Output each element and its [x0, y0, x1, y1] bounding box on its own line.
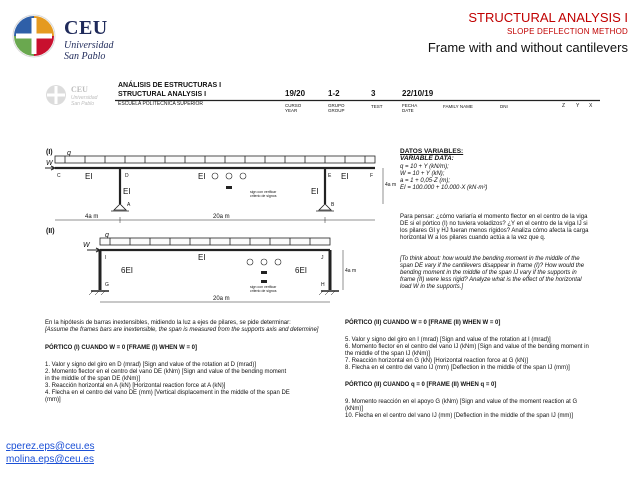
node-g-label: G	[105, 282, 109, 288]
think-text-en: [To think about: how would the bending moment in the middle of the span DE vary if the cantilevers disappear in frame (I)? How would the bending moment in the middle of the span IJ vary if the supports in frame (II) were less rigid? Analyze what is the effect of the horizontal load W in the supports.]	[400, 256, 585, 290]
w-label-frame-1: W	[46, 160, 53, 167]
variable-line-w: W = 10 + Y (kN);	[400, 171, 445, 177]
node-d-label: D	[125, 173, 129, 179]
question-4: 4. Flecha en el centro del vano DE (mm) [Vertical displacement in the middle of the span DE	[45, 390, 290, 396]
six-ei-label-right: 6EI	[295, 266, 308, 275]
ceu-logo	[12, 14, 162, 66]
logo-name: CEU	[64, 17, 108, 39]
span-4a-label: 4a m	[85, 214, 99, 220]
sheet-z-label: Z	[562, 103, 566, 109]
ceu-seal-icon	[12, 14, 56, 58]
question-7: 7. Reacción horizontal en G (kN) [Horizontal reaction force at G (kN)]	[345, 358, 529, 364]
variables-title-en: VARIABLE DATA:	[400, 155, 454, 162]
sheet-family-name-label: FAMILY NAME	[443, 104, 473, 109]
node-c-label: C	[57, 173, 61, 179]
frame-2-heading-w: PÓRTICO (II) CUANDO W = 0 [FRAME (II) WHEN W = 0]	[345, 320, 501, 326]
sign-note-2: sign con verificar criterio de signos	[250, 285, 277, 293]
question-1: 1. Valor y signo del giro en D (mrad) [Sign and value of the rotation at D (mrad)]	[45, 362, 256, 368]
question-6: 6. Momento flector en el centro del vano IJ (kNm) [Sign and value of the bending moment in	[345, 344, 589, 350]
sheet-group-label: GRUPO GROUP	[328, 103, 345, 113]
email-link-cperez[interactable]: cperez.eps@ceu.es	[6, 441, 95, 452]
exam-sheet	[45, 80, 637, 432]
sheet-title-en: STRUCTURAL ANALYSIS I	[118, 91, 207, 98]
logo-sub-1: Universidad	[64, 40, 114, 51]
node-h-label: H	[321, 282, 325, 288]
variable-line-ei: EI = 100.000 + 10.000·X (kN·m²)	[400, 185, 488, 191]
question-2: 2. Momento flector en el centro del vano DE (kNm) [Sign and value of the bending moment	[45, 369, 287, 375]
node-e-label: E	[328, 173, 332, 179]
sheet-logo-sub-2: San Pablo	[71, 101, 95, 107]
span-20a-label-frame-1: 20a m	[213, 214, 230, 220]
sheet-test: 3	[371, 89, 376, 98]
sheet-logo-name: CEU	[71, 85, 88, 94]
question-9: 9. Momento reacción en el apoyo G (kNm) [Sign and value of the moment reaction at G	[345, 399, 578, 405]
hypothesis-es: En la hipótesis de barras inextensibles, midiendo la luz a ejes de pilares, se pide determinar:	[45, 320, 291, 326]
sheet-logo-sub-1: Universidad	[71, 95, 98, 101]
sign-note-1: sign con verificar criterio de signos	[250, 190, 277, 198]
frame-1-label: (I)	[46, 149, 53, 156]
question-6-cont: the middle of the span IJ (kNm)]	[345, 351, 431, 357]
slide-title: STRUCTURAL ANALYSIS I	[468, 10, 628, 25]
variable-line-q: q = 10 + Y (kN/m);	[400, 164, 449, 170]
frames-diagram	[45, 140, 395, 310]
logo-sub-2: San Pablo	[64, 51, 106, 62]
height-4a-label-frame-1: 4a m	[385, 182, 397, 188]
contact-emails	[6, 440, 95, 466]
ei-label-column-ad: EI	[123, 187, 131, 196]
node-a-label: A	[127, 202, 131, 208]
sheet-x-label: X	[589, 103, 593, 109]
sheet-course-label: CURSO YEAR	[285, 103, 302, 113]
sheet-y-label: Y	[576, 103, 580, 109]
span-20a-label-frame-2: 20a m	[213, 296, 230, 302]
sheet-dni-label: DNI	[500, 104, 508, 109]
node-f-label: F	[370, 173, 374, 179]
w-label-frame-2: W	[83, 242, 90, 249]
sheet-date-label: FECHA DATE	[402, 103, 418, 113]
ei-label-cantilever-right: EI	[341, 172, 349, 181]
slide-topic: Frame with and without cantilevers	[427, 40, 628, 55]
sheet-school: ESCUELA POLITÉCNICA SUPERIOR	[118, 101, 204, 107]
frame-2-heading-q: PÓRTICO (II) CUANDO q = 0 [FRAME (II) WHEN q = 0]	[345, 382, 497, 388]
frame-2-label: (II)	[46, 228, 55, 235]
question-10: 10. Flecha en el centro del vano IJ (mm) [Deflection in the middle of the span IJ (mm)]	[345, 413, 574, 419]
node-b-label: B	[331, 202, 335, 208]
question-4-cont: (mm)]	[45, 397, 61, 403]
sheet-date: 22/10/19	[402, 89, 434, 98]
question-5: 5. Valor y signo del giro en I (mrad) [Sign and value of the rotation at I (mrad)]	[345, 337, 551, 343]
node-i-label: I	[105, 255, 107, 261]
ei-label-beam-ij: EI	[198, 253, 206, 262]
question-2-cont: in the middle of the span DE (kNm)]	[45, 376, 141, 382]
question-3: 3. Reacción horizontal en A (kN) [Horizontal reaction force at A (kN)]	[45, 383, 226, 389]
sheet-seal-icon	[45, 84, 67, 106]
frame-1-heading: PÓRTICO (I) CUANDO W = 0 [FRAME (I) WHEN W = 0]	[45, 345, 197, 351]
think-text-es: Para pensar: ¿cómo variaría el momento flector en el centro de la viga DE si el pórtico (I) no tuviera voladizos? ¿Y en el centro de la viga IJ si los pilares GI y HJ fueran menos rígidos? Analiza cómo afecta la carga horizontal W a los pilares cuando actúa a la vez que q.	[400, 214, 589, 241]
sheet-header-rule	[115, 99, 600, 103]
question-8: 8. Flecha en el centro del vano IJ (mm) [Deflection in the middle of the span IJ (mm)]	[345, 365, 570, 371]
variables-title-es: DATOS VARIABLES:	[400, 148, 464, 155]
email-link-molina[interactable]: molina.eps@ceu.es	[6, 454, 94, 465]
height-4a-label-frame-2: 4a m	[345, 268, 357, 274]
question-9-cont: (kNm)]	[345, 406, 363, 412]
q-label-frame-2: q	[105, 232, 109, 239]
ei-label-cantilever-left: EI	[85, 172, 93, 181]
variable-line-a: a = 1 + 0,05·Z (m);	[400, 178, 451, 184]
slide-subtitle: SLOPE DEFLECTION METHOD	[506, 27, 628, 36]
sheet-title-es: ANÁLISIS DE ESTRUCTURAS I	[118, 82, 222, 89]
ei-label-column-be: EI	[311, 187, 319, 196]
q-label-frame-1: q	[67, 150, 71, 157]
sheet-group: 1-2	[328, 89, 340, 98]
sheet-course: 19/20	[285, 89, 306, 98]
sign-convention-icon-1	[212, 173, 246, 189]
six-ei-label-left: 6EI	[121, 266, 134, 275]
ei-label-beam-de: EI	[198, 172, 206, 181]
sign-convention-icon-2	[247, 259, 281, 283]
sheet-test-label: TEST	[371, 104, 383, 109]
node-j-label: J	[321, 255, 324, 261]
hypothesis-en: [Assume the frames bars are inextensible, the span is measured from the supports axis and determine]	[45, 327, 319, 333]
